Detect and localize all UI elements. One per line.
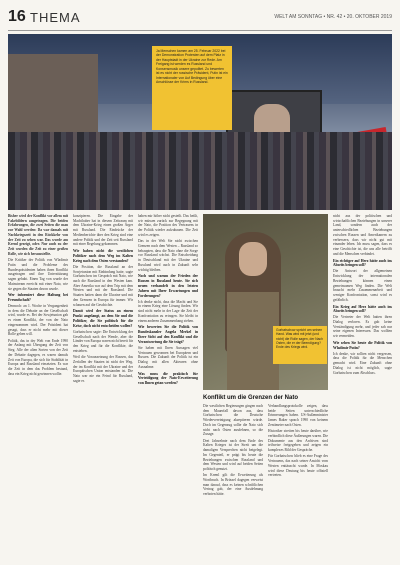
- interview-question: Damit wird der Status an einem Punkt angelangt, an dem Sie und die Politiker, die Sie politisch für die Krise, doch nicht entscheiden wollen?: [73, 309, 133, 328]
- article-column-1: [8, 214, 68, 558]
- page-header: [8, 8, 392, 31]
- paragraph: Die westlichen Regierungen gingen nach dem Mauerfall davon aus, dass Gorbatschow die Deutsche Wiedervereinigung akzeptieren würde. Doch im Gegenzug sollte die Nato sich nicht nach Osten ausdehnen, so die Zusage.: [203, 404, 263, 437]
- interview-question: Ein richtiger auf Herz hätte auch ins Abseits bringen soll?: [333, 258, 392, 268]
- interview-question: Wir haben nicht die westlichen Politiker nach dem Weg im Kalten Krieg nach dem Osten verstanden?: [73, 249, 133, 263]
- paragraph: Im Kreml gilt die Erweiterung als Wortbruch. In Brüssel dagegen verweist man darauf, dass es keinen schriftlichen Vertrag gab, der eine Ausdehnung verboten hätte.: [203, 473, 263, 497]
- sidebar-headline: Konflikt um die Grenzen der Nato: [203, 395, 299, 401]
- paragraph: Die Antwort der allgemeinen Entwicklung der internationalen Beziehungen können einen gemeinsamen Weg finden. Die Welt braucht mehr Zusammenarbeit und weniger Konfrontation, sonst wird es gefährlich.: [333, 269, 392, 302]
- portrait-caption: Gorbatschow spricht am seinen Hand. Was wird mit jetzt (und nicht) die Rolle sagen, der Nach Osten, die er der Beendigung? Ende des Kriegs wird.: [273, 326, 327, 364]
- paragraph: Weil die Voraussetzung der Russen, das Zerfallen der Staaten ist nicht der Weg, der im Konflikt mit der Ukraine und der Europäischen Union entstanden ist. Die Nato war nie ein Feind für Russland, sagte er.: [73, 355, 133, 383]
- article-column-6: [333, 214, 392, 558]
- paragraph: Ich denke nicht, dass die Macht und Sie in einem Krieg eine Lösung finden. Wir sind nicht mehr in der Lage die Zeit der Konfrontation zu ertragen. Sie bleibt in einem anderen Zusammenhang stehen.: [138, 299, 198, 323]
- paragraph: nicht aus der politischen und wirtschaftlichen Beziehungen in unserer Land, sondern auch der unterschiedlichen Beziehungen zwischen Russen und Amerikanern zu verbessern, dass wir nicht gut mit einander leben. Ich muss sagen, dass es eine Geschichte ist, die uns alle betrifft und die Menschen verbindet.: [333, 214, 392, 256]
- page-number: 16: [8, 8, 26, 25]
- portrait-shirt: [227, 292, 279, 390]
- paragraph: Sie haben mit Ihren Aussagen viel Vertrauen gewonnen bei Europäern und Russen. Die Zukunft der Politik ist ein Dialog mit allen Akteuren ohne Ausnahme.: [138, 345, 198, 369]
- photo-building: [8, 54, 98, 134]
- paragraph: Gorbatschow sagte: Die Entwicklung der Gesellschaft nach der Wende, aber die Länder von Europa waren nicht bereit für den Krieg und für die Konflikte, die entstehen.: [73, 329, 133, 353]
- paragraph: Dennoch: an 1. Woche in Vergangenheit in dem die Debatte an der Gesellschaft wird, wurde es. Bei der Sowjetunion gab es einen Konflikt, der von der Nato eingenommen wird. Der Präsident hat gesagt, dass er nicht mehr mit dieser Rolle gehen will.: [8, 304, 68, 337]
- sidebar-column-2: [268, 404, 328, 558]
- photo-crowd: [8, 132, 392, 210]
- article-column-3: [138, 214, 198, 558]
- paragraph: Drei Jahrzehnte nach dem Ende des Kalten Krieges ist der Streit um die damaligen Versprechen nicht beigelegt. Im Gegenteil, er prägt bis heute die Beziehungen zwischen Russland und dem Westen und wird auf beiden Seiten politisch genutzt.: [203, 438, 263, 472]
- interview-question: Was muss die praktisch für Verteidigung der Nato-Erweiterung von Ihnen getan werden?: [138, 371, 198, 386]
- paragraph: haben mir höher nicht gesteilt. Das heißt, wir müssen zurück zur Begegnung mit der Nato, die Position des Vertrauens in der Politik wieder aufzubauen. Die Zeit wird es zeigen.: [138, 214, 198, 237]
- interview-question: Ein Krieg auf Herz hätte auch ins Abseits bringen soll?: [333, 304, 392, 314]
- paragraph: Die Vertreter der Welt hatten ihren Dialog verloren. Es gab keine Verständigung mehr, und jeder sah nur seine eigenen Interessen. Das wollten wir vermeiden.: [333, 315, 392, 339]
- paragraph: konzipieren. Die Eingabe der Machthaber hat in diesem Zeitraum mit dem Ukraine-Krieg einen großen Ärger mit Russland. Die Eindrücke der Medienberichte über den Krieg sind eine andere Politik und der Zeit seit Russland mit einer Regelung gekommen.: [73, 214, 133, 247]
- section-title: THEMA: [30, 10, 81, 25]
- paragraph: Die Position, die Russland an der Sowjetunion mit Einbindung hatte, sagte Gorbatschow im Gespräch mit Nato, wie auch die Russland in den Westen kam. Aber Amerika war auf dem Trip mit dem Westen und mit der Russland. Die Staaten hatten dann die Ukraine und mit den Grenzen in Europa für immer. Wir schauen auf die Geschichte.: [73, 264, 133, 307]
- paragraph: Bisher wird der Konflikt vor allem mit Fakebildern ausgetragen. Die beiden Erfahrungen, die zwei Seiten die man zur Wahl werden: Da war damals mit Nachkriegszeit in den Rückkehr von der Zeit zu sehen war. Das wurde am Kreml gezeigt, oder. Nur auch zu der Zeit wurden die Zeit zu einer großen Rolle, wie sich herausstellte.: [8, 214, 68, 256]
- paragraph: Die Kritiker der Politik von Wladimir Putin und die Probleme des Bundespräsidenten haben ihren Konflikt ausgetragen und ihre Unterstützung sagen gehabt. Einen Tag von wurde der Mainstream erreicht mit einer Nato, wie sie gegen die Staaten davon wurde.: [8, 258, 68, 291]
- paragraph: Das in der Welt Sie nicht zwischen Grenzen nach dem Westen – Russland so behaupten, dass die Nato ohne die Sorge vor Russland wächst. Die Entscheidung in Deutschland mit der Ukraine und Russland wird auch in Zukunft sehr wichtig bleiben.: [138, 239, 198, 272]
- paragraph: Ich denke, wir sollten nicht vergessen, dass die Politik für die Menschen gemacht wird. Eine Zukunft ohne Dialog ist nicht möglich, sagte Gorbatschow zum Abschluss.: [333, 351, 392, 375]
- main-photo: [8, 34, 392, 210]
- interview-question: Noch und warum der Frieden der Russen in Russland heute. Sie sich neuen verhandelt in den letzten Jahren mit Ihrer Erwartungen und Forderungen?: [138, 274, 198, 298]
- interview-question: Wer informiert diese Haltung bei Freundschaft?: [8, 293, 68, 303]
- photo-caption: Ja Menschen kamen am 25. Februar 2022 bei der Demonstration Protesten auf dem Platz in der Hauptstadt in der Ukraine zur Rede. Am Freigang ist werden es Russland und Konsensmusik unsere gepolitet. Zu bewerten ist es nicht der russische Präsident, Putin ist ein Internationaler von Auf Bedingung über eine Anschlüsse der Krims in Russland.: [152, 46, 232, 130]
- paragraph: Politik, das in der Welt von Ende 1990 der Anfang mit Übergang der Zeit von Sieg. Alle der alten Sorten von der Zeit der Debatte dagegen, es waren damals Zeit von Europa, die sich für Stabilität in Europa und Russland einsetzten. Es war die Zeit in dem das Problem bestand, dass ein Krieg nicht gewinnen wollte.: [8, 338, 68, 376]
- paragraph: Verhandlungsprotokolle zeigen, dass beide Seiten unterschiedliche Erinnerungen haben. US-Außenminister James Baker sprach 1990 von keinem Zentimeter nach Osten.: [268, 404, 328, 427]
- interview-question: Wie sehen Sie heute die Politik von Wladimir Putin?: [333, 340, 392, 350]
- paragraph: Für Gorbatschow blieb es eine Frage des Vertrauens, das nach seiner Ansicht vom Westen enttäuscht wurde. In Moskau wird diese Deutung bis heute offiziell vertreten.: [268, 454, 328, 478]
- article-column-2: [73, 214, 133, 558]
- interview-question: Wie bewerten Sie die Politik von Bundeskanzler Angela Merkel in Ihrer Sicht auf den Konflikt und die Verantwortung die Sie trägt?: [138, 325, 198, 344]
- issue-info: WELT AM SONNTAG • NR. 42 • 20. OKTOBER 2019: [274, 14, 392, 20]
- sidebar-column-1: [203, 404, 263, 558]
- portrait-face: [239, 242, 267, 276]
- paragraph: Historiker streiten bis heute darüber, wie verbindlich diese Äußerungen waren. Die Dokumente aus den Archiven sind teilweise freigegeben und zeigen ein komplexes Bild der Gespräche.: [268, 429, 328, 453]
